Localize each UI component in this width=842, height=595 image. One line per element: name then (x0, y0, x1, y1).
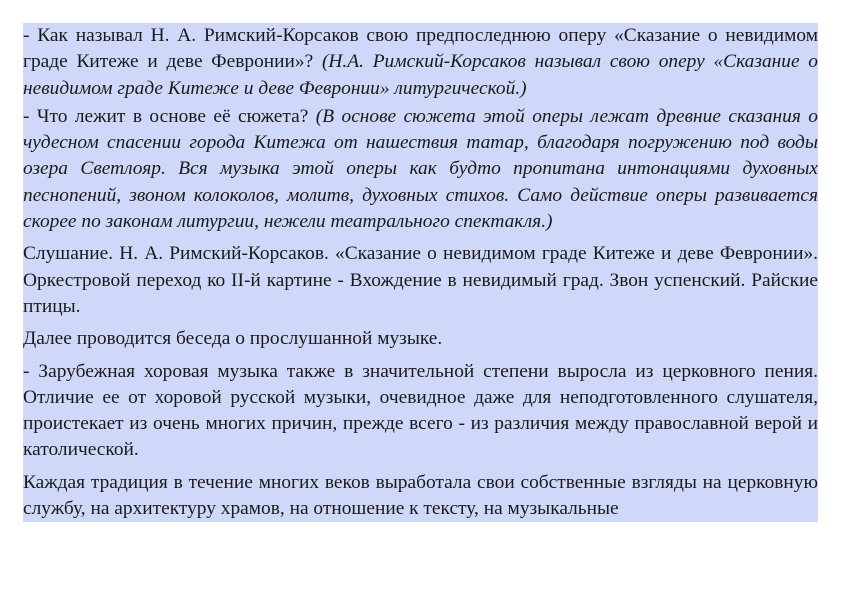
paragraph-discussion: Далее проводится беседа о прослушанной музыке. (23, 328, 443, 350)
question-text: - Как называл Н. А. Римский-Корсаков свою предпоследнюю оперу «Сказание о невидимом граде Китеже и деве Февронии»? (23, 25, 818, 73)
paragraph-question-2 (23, 104, 818, 235)
question-text: - Что лежит в основе её сюжета? (23, 105, 316, 127)
paragraph-question-1 (23, 23, 818, 102)
answer-text: (Н.А. Римский-Корсаков называл свою оперу «Сказание о невидимом граде Китеже и деве Февронии» литургической.) (23, 51, 818, 99)
answer-text: (В основе сюжета этой оперы лежат древние сказания о чудесном спасении города Китежа от нашествия татар, благодаря погружению под воды озера Светлояр. Вся музыка этой оперы как будто пропитана интонациями духовных песнопений, звоном колоколов, молитв, духовных стихов. Само действие оперы развивается скорее по законам литургии, нежели театрального спектакля.) (23, 105, 818, 233)
paragraph-listening: Слушание. Н. А. Римский-Корсаков. «Сказание о невидимом граде Китеже и деве Февронии». Оркестровой переход ко II-й картине - Вхождение в невидимый град. Звон успенский. Райские птицы. (23, 243, 818, 317)
text-block (23, 23, 818, 522)
paragraph-tradition: Каждая традиция в течение многих веков выработала свои собственные взгляды на церковную службу, на архитектуру храмов, на отношение к тексту, на музыкальные (23, 471, 818, 520)
paragraph-foreign-choral: - Зарубежная хоровая музыка также в значительной степени выросла из церковного пения. Отличие ее от хоровой русской музыки, очевидное даже для неподготовленного слушателя, проистекает из очень многих причин, прежде всего - из различия между православной верой и католической. (23, 360, 818, 461)
